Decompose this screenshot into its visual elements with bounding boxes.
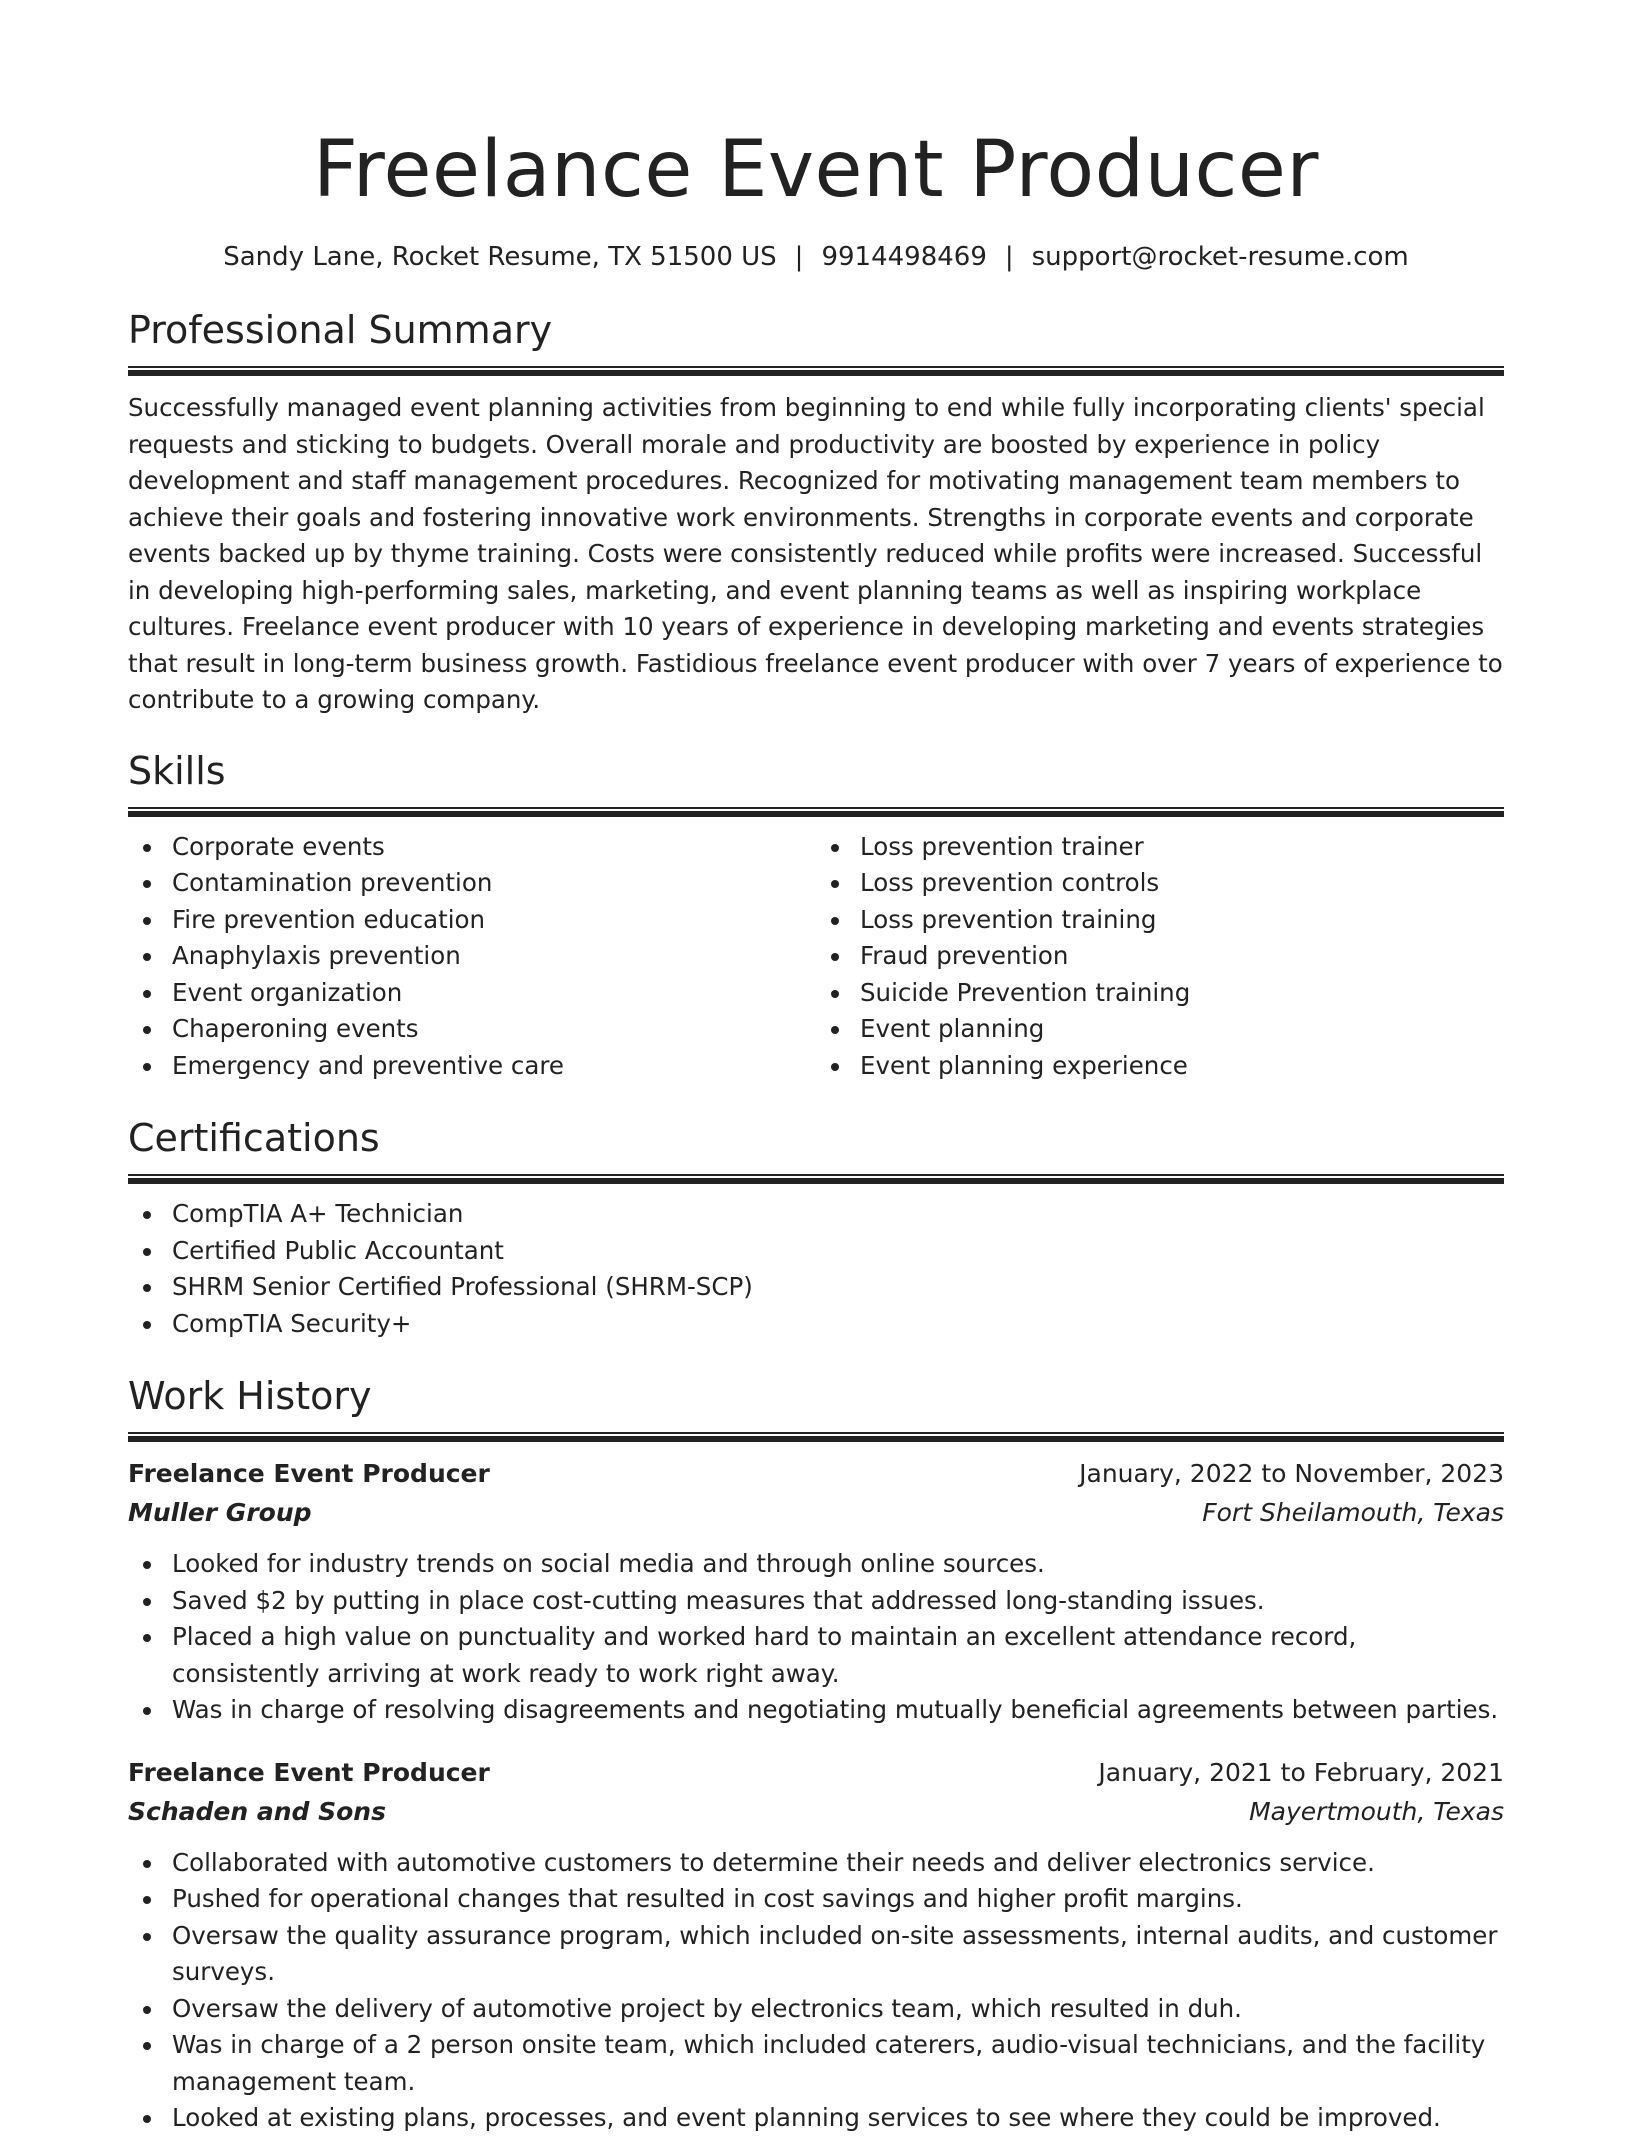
job-subheader: [128, 1793, 1504, 1831]
skills-grid: [128, 829, 1504, 1085]
job-company: Muller Group: [128, 1498, 312, 1527]
skills-section: [128, 747, 1504, 1085]
job-bullets: [128, 1546, 1504, 1729]
skill-item: Loss prevention controls: [816, 865, 1504, 902]
skill-item: Loss prevention training: [816, 902, 1504, 939]
job-bullet: Oversaw the delivery of automotive project by electronics team, which resulted in duh.: [128, 1991, 1504, 2028]
skill-item: Event planning: [816, 1011, 1504, 1048]
skill-item: Loss prevention trainer: [816, 829, 1504, 866]
job-bullet: Looked for industry trends on social media and through online sources.: [128, 1546, 1504, 1583]
job-subheader: [128, 1494, 1504, 1532]
job-bullets: [128, 1845, 1504, 2137]
contact-address: Sandy Lane, Rocket Resume, TX 51500 US: [223, 242, 777, 272]
certifications-section: [128, 1114, 1504, 1342]
job-bullet: Was in charge of a 2 person onsite team, which included caterers, audio-visual technicians, and the facility management team.: [128, 2027, 1504, 2100]
job-location: Fort Sheilamouth, Texas: [1202, 1498, 1504, 1527]
section-title-certifications: Certifications: [128, 1116, 380, 1160]
certification-item: CompTIA Security+: [128, 1306, 1504, 1343]
job-dates: January, 2022 to November, 2023: [1079, 1459, 1504, 1488]
job-title: Freelance Event Producer: [128, 1459, 490, 1488]
job-bullet: Collaborated with automotive customers to determine their needs and deliver electronics service.: [128, 1845, 1504, 1882]
skills-list-right: [816, 829, 1504, 1085]
skill-item: Fire prevention education: [128, 902, 816, 939]
skills-list-left: [128, 829, 816, 1085]
skill-item: Event organization: [128, 975, 816, 1012]
certification-item: CompTIA A+ Technician: [128, 1196, 1504, 1233]
job-list: [128, 1454, 1504, 2137]
section-divider: [128, 366, 1504, 376]
job-bullet: Placed a high value on punctuality and worked hard to maintain an excellent attendance record, consistently arriving at work ready to work right away.: [128, 1619, 1504, 1692]
skill-item: Contamination prevention: [128, 865, 816, 902]
job-bullet: Saved $2 by putting in place cost-cutting measures that addressed long-standing issues.: [128, 1583, 1504, 1620]
job-entry: [128, 1753, 1504, 2137]
job-location: Mayertmouth, Texas: [1249, 1796, 1504, 1826]
section-title-skills: Skills: [128, 748, 226, 793]
job-company: Schaden and Sons: [128, 1796, 386, 1826]
section-divider: [128, 1432, 1504, 1442]
skill-item: Suicide Prevention training: [816, 975, 1504, 1012]
resume-name: Freelance Event Producer: [313, 125, 1319, 215]
job-dates: January, 2021 to February, 2021: [1098, 1757, 1504, 1787]
summary-text: Successfully managed event planning activities from beginning to end while fully incorporating clients' special requests and sticking to budgets. Overall morale and productivity are boosted by experience in policy development and staff management procedures. Recognized for motivating management team members to achieve their goals and fostering innovative work environments. Strengths in corporate events and corporate events backed up by thyme training. Costs were consistently reduced while profits were increased. Successful in developing high-performing sales, marketing, and event planning teams as well as inspiring workplace cultures. Freelance event producer with 10 years of experience in developing marketing and events strategies that result in long-term business growth. Fastidious freelance event producer with over 7 years of experience to contribute to a growing company.: [128, 393, 1503, 714]
skill-item: Fraud prevention: [816, 938, 1504, 975]
certifications-list: [128, 1196, 1504, 1342]
contact-separator: |: [794, 242, 804, 272]
skill-item: Event planning experience: [816, 1048, 1504, 1085]
summary-section: [128, 306, 1504, 719]
section-divider: [128, 807, 1504, 817]
job-bullet: Was in charge of resolving disagreements and negotiating mutually beneficial agreements between parties.: [128, 1692, 1504, 1729]
skill-item: Anaphylaxis prevention: [128, 938, 816, 975]
job-bullet: Pushed for operational changes that resulted in cost savings and higher profit margins.: [128, 1881, 1504, 1918]
certification-item: SHRM Senior Certified Professional (SHRM-SCP): [128, 1269, 1504, 1306]
contact-separator: |: [1004, 242, 1014, 272]
contact-line: [128, 240, 1504, 274]
section-title-work: Work History: [128, 1374, 372, 1418]
section-title-summary: Professional Summary: [128, 308, 553, 352]
skill-item: Chaperoning events: [128, 1011, 816, 1048]
contact-email: support@rocket-resume.com: [1031, 242, 1409, 272]
skill-item: Emergency and preventive care: [128, 1048, 816, 1085]
skill-item: Corporate events: [128, 829, 816, 866]
contact-phone: 9914498469: [821, 242, 987, 272]
job-header: [128, 1454, 1504, 1494]
certification-item: Certified Public Accountant: [128, 1233, 1504, 1270]
section-divider: [128, 1174, 1504, 1184]
job-bullet: Looked at existing plans, processes, and event planning services to see where they could be improved.: [128, 2100, 1504, 2137]
job-bullet: Oversaw the quality assurance program, which included on-site assessments, internal audits, and customer surveys.: [128, 1918, 1504, 1991]
work-section: [128, 1372, 1504, 2137]
job-title: Freelance Event Producer: [128, 1757, 490, 1787]
job-entry: [128, 1454, 1504, 1729]
job-header: [128, 1753, 1504, 1793]
